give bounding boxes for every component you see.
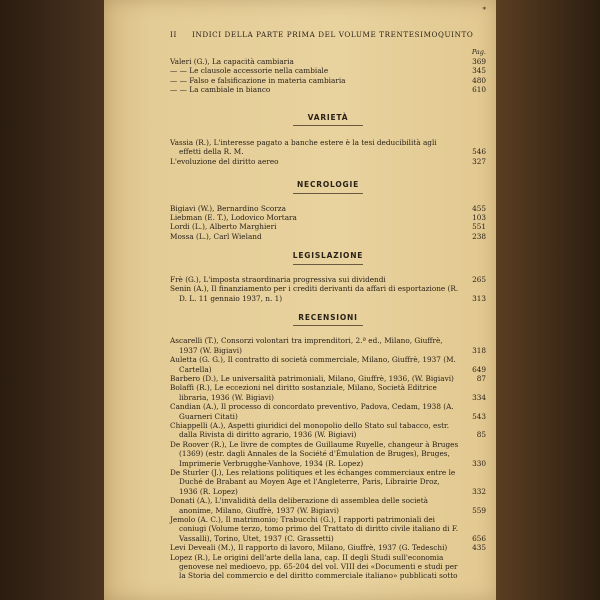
index-entry: Vassia (R.), L'interesse pagato a banche estere è la tesi deducibilità agli effetti della R. M. 546 (170, 138, 486, 157)
page-column-label: Pag. (471, 48, 486, 56)
index-entry: Bigiavi (W.), Bernardino Scorza 455 (170, 203, 486, 213)
index-entry: Mossa (L.), Carl Wieland 238 (170, 231, 486, 241)
section-title-varieta: VARIETÀ (307, 112, 349, 122)
index-entry: De Roover (R.), Le livre de comptes de Guillaume Ruyelle, changeur à Bruges (1369) (estr. dagli Annales de la Société d'Émulation de Bruges), Bruges, Imprimerie Verbrugghe-Vanhove, 1934 (R. Lopez) 330 (170, 439, 486, 468)
section-rule (293, 325, 363, 326)
index-entry: Bolaffi (R.), Le eccezioni nel diritto sostanziale, Milano, Società Editrice libraria, 1936 (W. Bigiavi) 334 (170, 383, 486, 402)
index-entry: L'evoluzione del diritto aereo 327 (170, 156, 486, 166)
index-entry: Frè (G.), L'imposta straordinaria progressiva sui dividendi 265 (170, 274, 486, 284)
page-title: INDICI DELLA PARTE PRIMA DEL VOLUME TRENTESIMOQUINTO (192, 30, 474, 39)
index-entry: Lordi (L.), Alberto Marghieri 551 (170, 222, 486, 232)
index-entry: Levi Deveali (M.), Il rapporto di lavoro, Milano, Giuffrè, 1937 (G. Tedeschi) 435 (170, 543, 486, 553)
index-entry: Barbero (D.), Le universalità patrimoniali, Milano, Giuffrè, 1936, (W. Bigiavi) 87 (170, 373, 486, 383)
index-entry: De Sturler (J.), Les relations politiques et les échanges commerciaux entre le Duché de Brabant au Moyen Age et l'Angleterre, Paris, Librairie Droz, 1936 (R. Lopez) 332 (170, 468, 486, 496)
index-entry: Candian (A.), Il processo di concordato preventivo, Padova, Cedam, 1938 (A. Guarneri Citati) 543 (170, 402, 486, 421)
top-entries (170, 57, 486, 95)
index-entry: Donati (A.), L'invalidità della deliberazione di assemblea delle società anonime, Milano, Giuffrè, 1937 (W. Bigiavi) 559 (170, 496, 486, 515)
corner-mark: * (482, 6, 486, 14)
index-entry: Lopez (R.), Le origini dell'arte della lana, cap. II degli Studi sull'economia genovese nel medioevo, pp. 65-204 del vol. VIII dei «Documenti e studi per la Storia del commercio e del diritto commerciale italiano» pubblicati sotto (170, 552, 458, 581)
section-rule (293, 264, 363, 265)
section-rule (293, 125, 363, 126)
book-spine-shadow (0, 0, 104, 600)
book-edge-shadow (496, 0, 600, 600)
index-entry: Senin (A.), Il finanziamento per i crediti derivanti da affari di esportazione (R. D. L. 11 gennaio 1937, n. 1) 313 (170, 284, 486, 303)
index-entry: Ascarelli (T.), Consorzi volontari tra imprenditori, 2.ª ed., Milano, Giuffrè, 1937 (W. Bigiavi) 318 (170, 336, 486, 355)
index-entry: Chiappelli (A.), Aspetti giuridici del monopolio dello Stato sul tabacco, estr. dalla Rivista di diritto agrario, 1936 (W. Bigiavi) 85 (170, 420, 486, 440)
index-entry: Liebman (E. T.), Lodovico Mortara 103 (170, 213, 486, 223)
section-title-necrologie: NECROLOGIE (296, 180, 359, 190)
index-entry: — — La cambiale in bianco 610 (170, 85, 486, 95)
section-title-legislazione: LEGISLAZIONE (292, 251, 364, 261)
index-entry: Auletta (G. G.), Il contratto di società commerciale, Milano, Giuffrè, 1937 (M. Cartella) 649 (170, 355, 486, 374)
page-number: II (170, 30, 177, 39)
section-rule (293, 193, 363, 194)
document-page (104, 0, 496, 600)
index-entry: — — Falso e falsificazione in materia cambiaria 480 (170, 75, 486, 85)
section-title-recensioni: RECENSIONI (298, 312, 358, 322)
index-entry: — — Le clausole accessorie nella cambiale 345 (170, 66, 486, 76)
index-entry: Jemolo (A. C.), Il matrimonio; Trabucchi (G.), I rapporti patrimoniali dei coniugi (Volume terzo, tomo primo del Trattato di diritto civile italiano di F. Vassalli), Torino, Utet, 1937 (C. Grassetti) 656 (170, 515, 486, 543)
index-entry: Valeri (G.), La capacità cambiaria 369 (170, 57, 486, 66)
index-content (170, 48, 486, 581)
